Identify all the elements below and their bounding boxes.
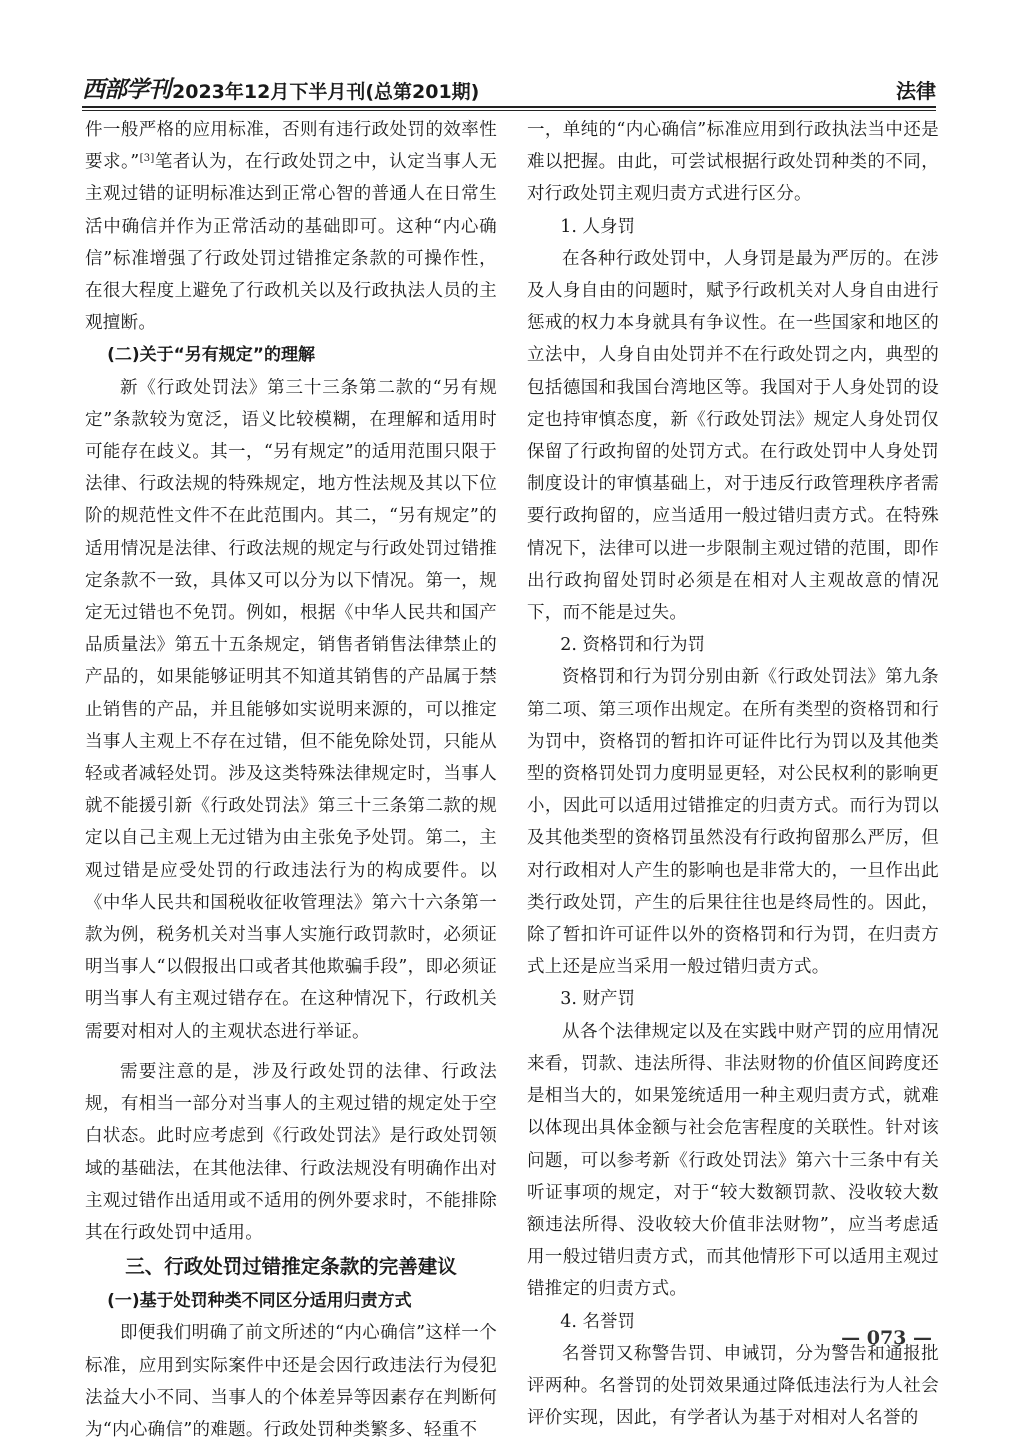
- running-header: [82, 70, 936, 104]
- header-left: [82, 71, 479, 104]
- header-rule-thin: [82, 110, 936, 111]
- section-name: 法律: [896, 79, 936, 103]
- numbered-heading: 4. 名誉罚: [560, 1311, 636, 1332]
- right-column: [527, 114, 939, 1434]
- paragraph: 资格罚和行为罚分别由新《行政处罚法》第九条第二项、第三项作出规定。在所有类型的资格罚和行为罚中，资格罚的暂扣许可证件比行为罚以及其他类型的资格罚处罚力度明显更轻，对公民权利的影响更小，因此可以适用过错推定的归责方式。而行为罚以及其他类型的资格罚虽然没有行政拘留那么严厉，但对行政相对人产生的影响也是非常大的，一旦作出此类行政处罚，产生的后果往往也是终局性的。因此，除了暂扣许可证件以外的资格罚和行为罚，在归责方式上还是应当采用一般过错归责方式。: [527, 667, 939, 978]
- issue-info: 2023年12月下半月刊(总第201期): [172, 81, 480, 103]
- left-column: [85, 114, 497, 1446]
- page-number: — 073 —: [841, 1327, 932, 1349]
- numbered-heading: 3. 财产罚: [560, 989, 636, 1010]
- paragraph: 从各个法律规定以及在实践中财产罚的应用情况来看，罚款、违法所得、非法财物的价值区间跨度还是相当大的，如果笼统适用一种主观归责方式，就难以体现出具体金额与社会危害程度的关联性。针对该问题，可以参考新《行政处罚法》第六十三条中有关听证事项的规定，对于“较大数额罚款、没收较大数额违法所得、没收较大价值非法财物”，应当考虑适用一般过错归责方式，而其他情形下可以适用主观过错推定的归责方式。: [527, 1021, 939, 1300]
- subsection-heading: (一)基于处罚种类不同区分适用归责方式: [107, 1291, 412, 1312]
- numbered-heading: 1. 人身罚: [560, 216, 636, 237]
- section-heading: 三、行政处罚过错推定条款的完善建议: [125, 1255, 457, 1279]
- citation-ref: [3]: [139, 153, 155, 165]
- paragraph: [85, 114, 497, 339]
- numbered-heading: 2. 资格罚和行为罚: [560, 635, 706, 656]
- paragraph: 在各种行政处罚中，人身罚是最为严厉的。在涉及人身自由的问题时，赋予行政机关对人身自由进行惩戒的权力本身就具有争议性。在一些国家和地区的立法中，人身自由处罚并不在行政处罚之内，典型的包括德国和我国台湾地区等。我国对于人身处罚的设定也持审慎态度，新《行政处罚法》规定人身处罚仅保留了行政拘留的处罚方式。在行政处罚中人身处罚制度设计的审慎基础上，对于违反行政管理秩序者需要行政拘留的，应当适用一般过错归责方式。在特殊情况下，法律可以进一步限制主观过错的范围，即作出行政拘留处罚时必须是在相对人主观故意的情况下，而不能是过失。: [527, 248, 939, 624]
- header-rule-thick: [82, 106, 936, 108]
- paragraph-text: 件一般严格的应用标准，否则有违行政处罚的效率性要求。”: [85, 120, 497, 173]
- paragraph: 名誉罚又称警告罚、申诫罚，分为警告和通报批评两种。名誉罚的处罚效果通过降低违法行为人社会评价实现，因此，有学者认为基于对相对人名誉的: [527, 1343, 939, 1429]
- paragraph: 需要注意的是，涉及行政处罚的法律、行政法规，有相当一部分对当事人的主观过错的规定处于空白状态。此时应考虑到《行政处罚法》是行政处罚领域的基础法，在其他法律、行政法规没有明确作出对主观过错作出适用或不适用的例外要求时，不能排除其在行政处罚中适用。: [85, 1061, 497, 1243]
- subsection-heading: (二)关于“另有规定”的理解: [107, 345, 315, 366]
- paragraph: 一，单纯的“内心确信”标准应用到行政执法当中还是难以把握。由此，可尝试根据行政处罚种类的不同，对行政处罚主观归责方式进行区分。: [527, 120, 939, 205]
- paragraph: 即便我们明确了前文所述的“内心确信”这样一个标准，应用到实际案件中还是会因行政违法行为侵犯法益大小不同、当事人的个体差异等因素存在判断何为“内心确信”的难题。行政处罚种类繁多、轻重不: [85, 1323, 497, 1440]
- paragraph-text: 笔者认为，在行政处罚之中，认定当事人无主观过错的证明标准达到正常心智的普通人在日常生活中确信并作为正常活动的基础即可。这种“内心确信”标准增强了行政处罚过错推定条款的可操作性，在很大程度上避免了行政机关以及行政执法人员的主观擅断。: [85, 152, 497, 334]
- paragraph: 新《行政处罚法》第三十三条第二款的“另有规定”条款较为宽泛，语义比较模糊，在理解和适用时可能存在歧义。其一，“另有规定”的适用范围只限于法律、行政法规的特殊规定，地方性法规及其以下位阶的规范性文件不在此范围内。其二，“另有规定”的适用情况是法律、行政法规的规定与行政处罚过错推定条款不一致，具体又可以分为以下情况。第一，规定无过错也不免罚。例如，根据《中华人民共和国产品质量法》第五十五条规定，销售者销售法律禁止的产品的，如果能够证明其不知道其销售的产品属于禁止销售的产品，并且能够如实说明来源的，可以推定当事人主观上不存在过错，但不能免除处罚，只能从轻或者减轻处罚。涉及这类特殊法律规定时，当事人就不能援引新《行政处罚法》第三十三条第二款的规定以自己主观上无过错为由主张免予处罚。第二，主观过错是应受处罚的行政违法行为的构成要件。以《中华人民共和国税收征收管理法》第六十六条第一款为例，税务机关对当事人实施行政罚款时，必须证明当事人“以假报出口或者其他欺骗手段”，即必须证明当事人有主观过错存在。在这种情况下，行政机关需要对相对人的主观状态进行举证。: [85, 377, 497, 1042]
- journal-logo: 西部学刊: [82, 76, 170, 103]
